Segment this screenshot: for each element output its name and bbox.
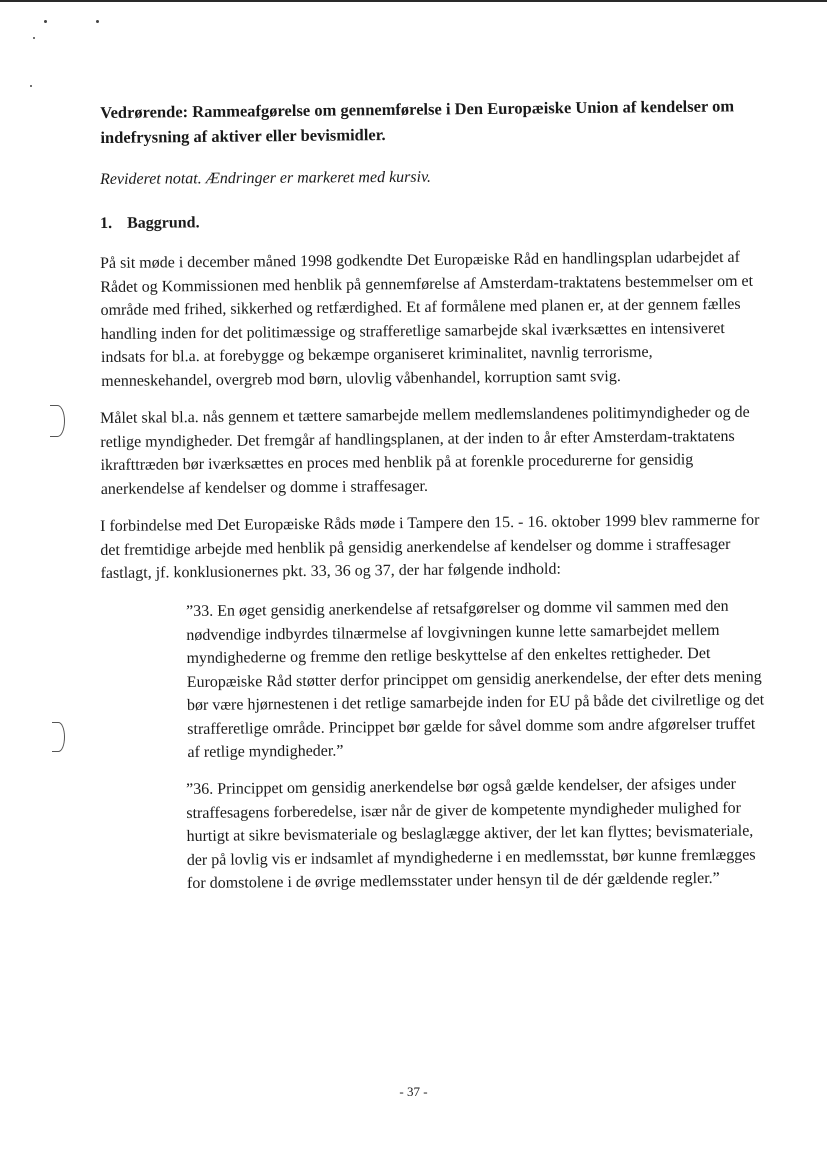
section-title: Baggrund.: [127, 214, 200, 232]
document-page: [100, 96, 766, 910]
body-paragraph: Målet skal bl.a. nås gennem et tættere samarbejde mellem medlemslandenes politimyndigheder og de retlige myndigheder. Det fremgår af handlingsplanen, at der inden to år efter Amsterdam-traktatens ikrafttræden bør iværksættes en proces med henblik på at forenkle procedurerne for gensidig anerkendelse af kendelser og domme i straffesager.: [100, 403, 750, 498]
section-number: 1.: [100, 214, 113, 232]
scan-speck: [30, 85, 32, 87]
scan-speck: [44, 20, 47, 23]
revision-note: Revideret notat. Ændringer er markeret med kursiv.: [100, 168, 432, 188]
quoted-conclusion: ”33. En øget gensidig anerkendelse af retsafgørelser og domme vil sammen med den nødvendige indbyrdes tilnærmelse af lovgivningen kunne lette samarbejdet mellem myndighederne og fremme den retlige beskyttelse af den enkeltes rettigheder. Det Europæiske Råd støtter derfor princippet om gensidig anerkendelse, der efter dets mening bør være hjørnestenen i det retlige samarbejde inden for EU på både det civilretlige og det strafferetlige område. Princippet bør gælde for såvel domme som andre afgørelser truffet af retlige myndigheder.”: [186, 597, 765, 761]
page-number: - 37 -: [399, 1084, 428, 1099]
body-paragraph: I forbindelse med Det Europæiske Råds møde i Tampere den 15. - 16. oktober 1999 blev rammerne for det fremtidige arbejde med henblik på gensidig anerkendelse af kendelser og domme i straffesager fastlagt, jf. konklusionernes pkt. 33, 36 og 37, der har følgende indhold:: [100, 511, 760, 582]
section-heading: [100, 207, 766, 236]
scan-top-edge: [0, 0, 827, 2]
punch-hole-mark: [52, 722, 65, 752]
scan-speck: [33, 37, 35, 39]
scan-speck: [96, 20, 99, 23]
punch-hole-mark: [50, 405, 65, 437]
quoted-conclusion: ”36. Princippet om gensidig anerkendelse bør også gælde kendelser, der afsiges under straffesagens forberedelse, især når de giver de kompetente myndigheder mulighed for hurtigt at sikre bevismateriale og beslaglægge aktiver, der let kan flyttes; bevismateriale, der på lovlig vis er indsamlet af myndighederne i en medlemsstat, bør kunne fremlægges for domstolene i de øvrige medlemsstater under hensyn til de dér gældende regler.”: [186, 775, 756, 892]
document-subject: Vedrørende: Rammeafgørelse om gennemførelse i Den Europæiske Union af kendelser om indefrysning af aktiver eller bevismidler.: [100, 96, 735, 147]
body-paragraph: På sit møde i december måned 1998 godkendte Det Europæiske Råd en handlingsplan udarbejdet af Rådet og Kommissionen med henblik på gennemførelse af Amsterdam-traktatens bestemmelser om et område med frihed, sikkerhed og retfærdighed. Et af formålene med planen er, at der gennem fælles handling inden for det politimæssige og strafferetlige samarbejde skal iværksættes en intensiveret indsats for bl.a. at forebygge og bekæmpe organiseret kriminalitet, navnlig terrorisme, menneskehandel, overgreb mod børn, ulovlig våbenhandel, korruption samt svig.: [100, 248, 754, 390]
